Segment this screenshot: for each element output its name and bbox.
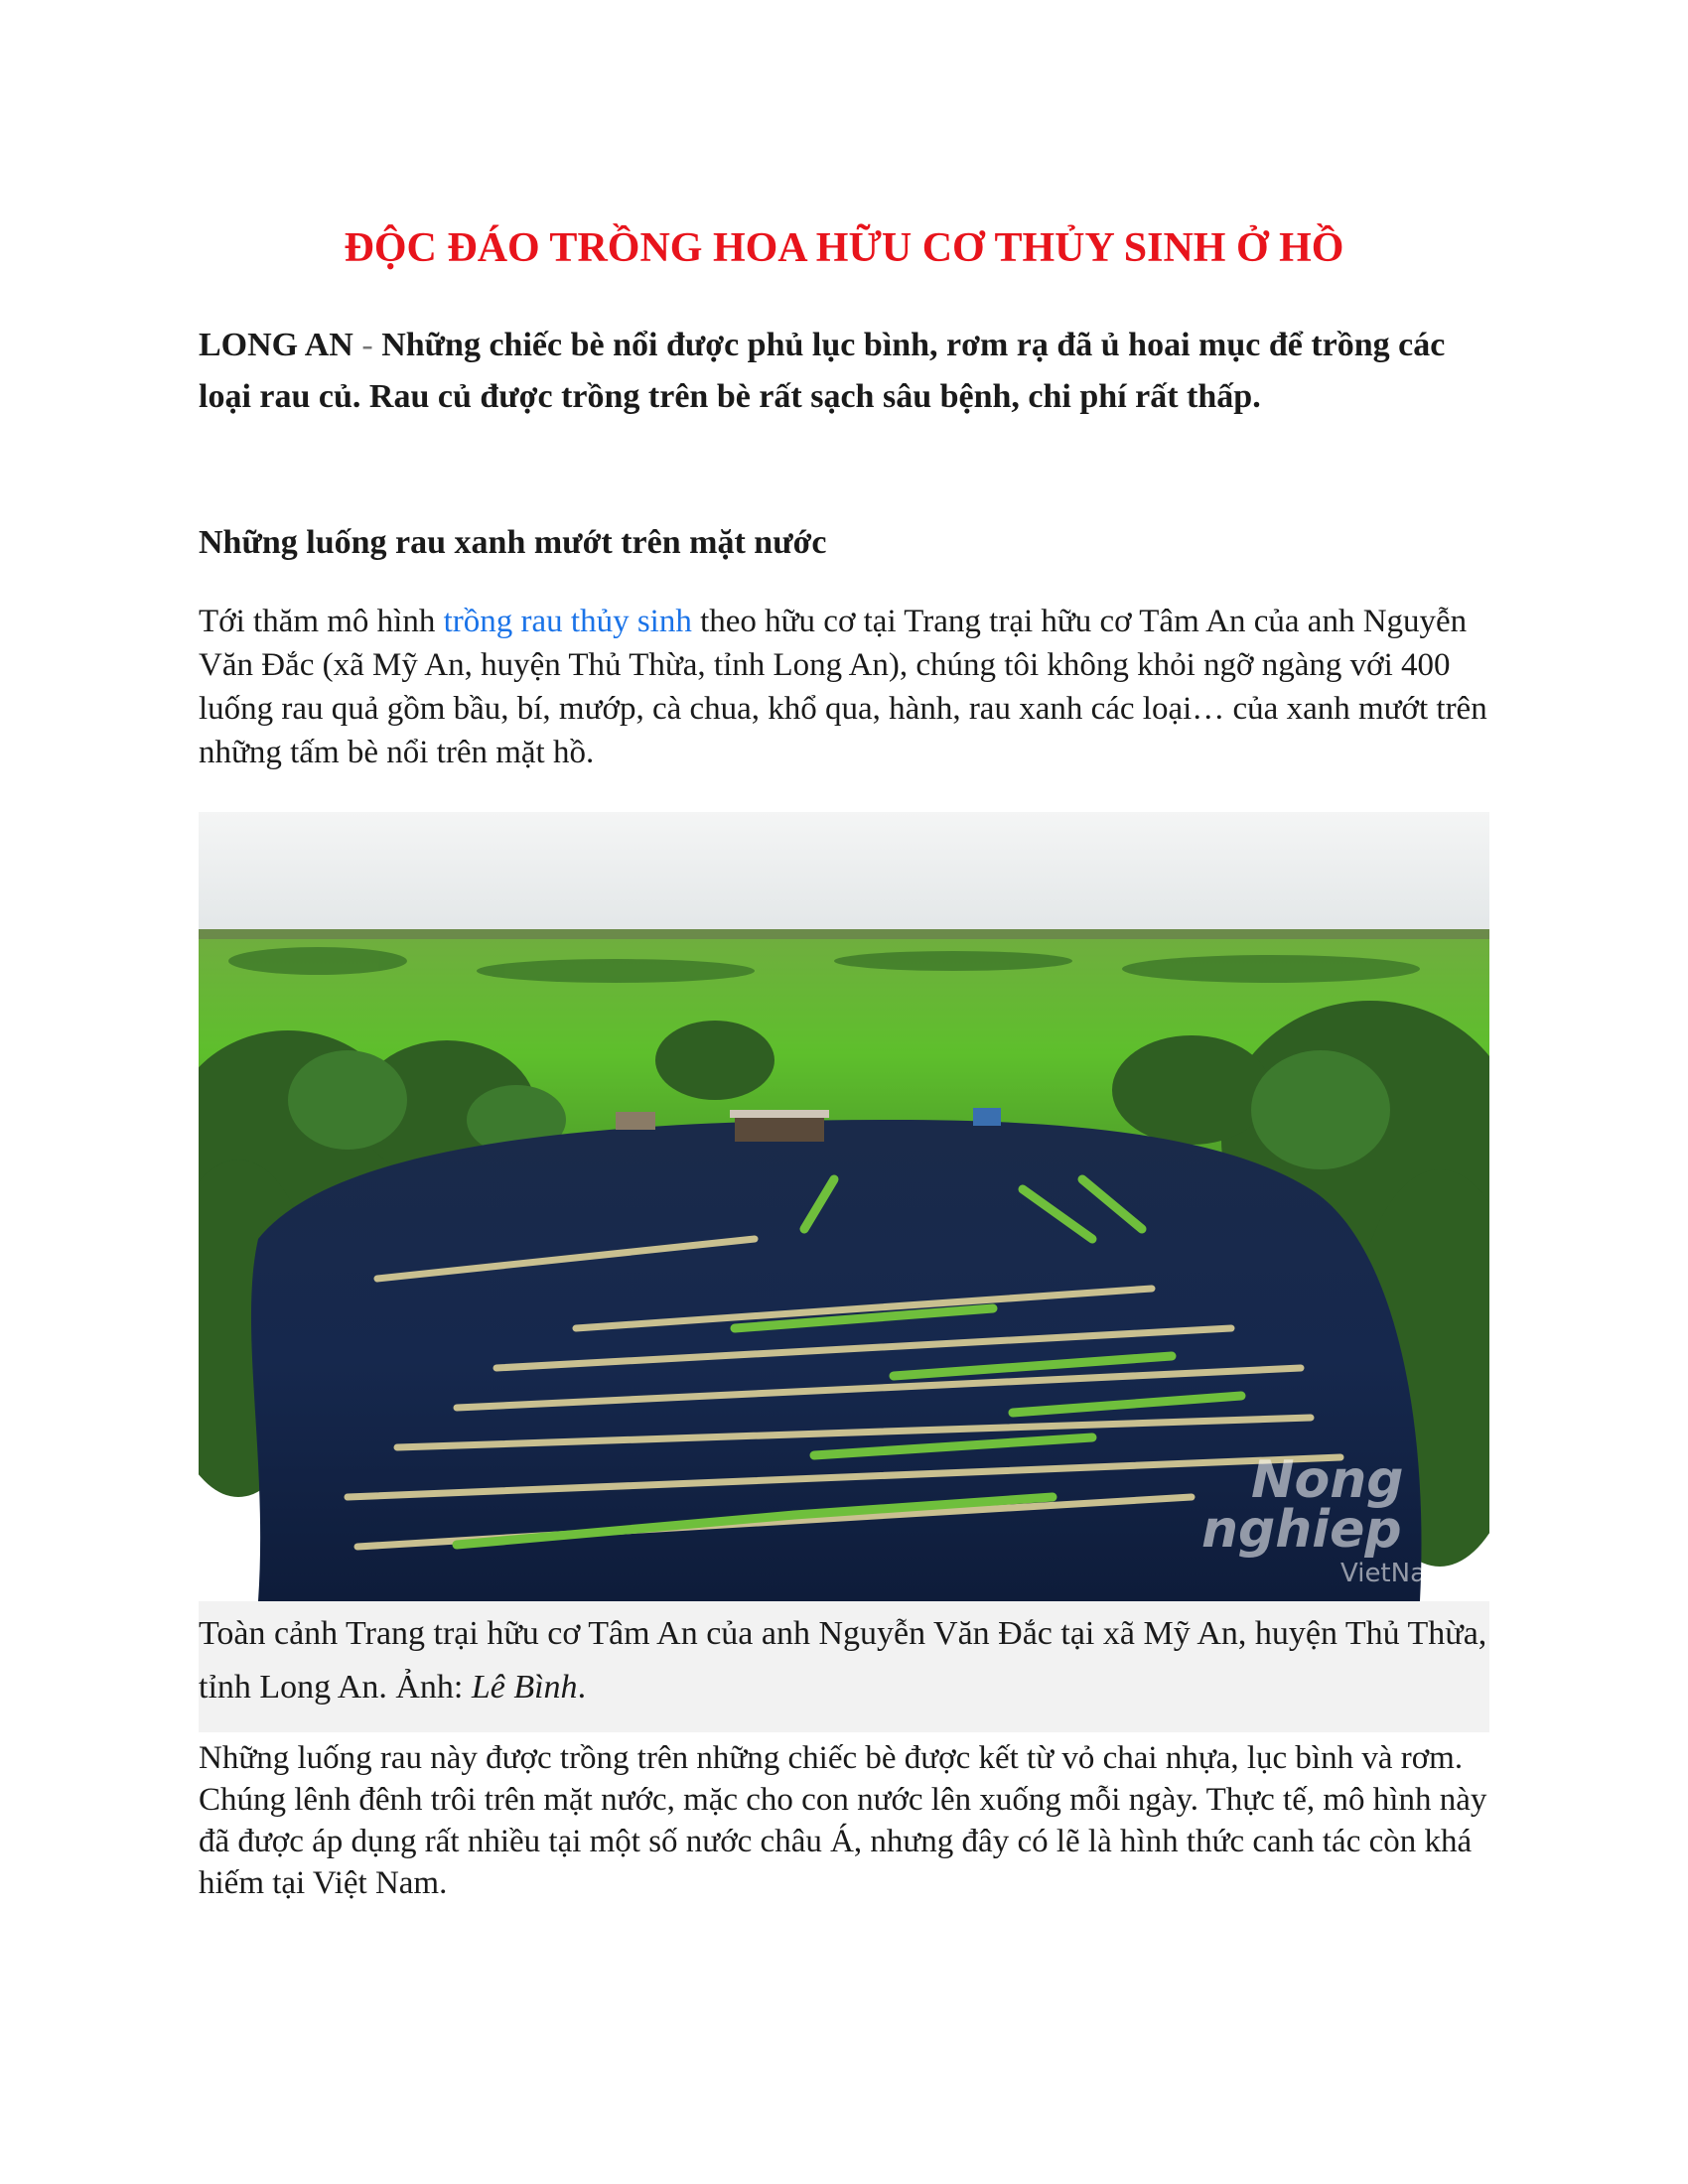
article-title: ĐỘC ĐÁO TRỒNG HOA HỮU CƠ THỦY SINH Ở HỒ	[344, 225, 1344, 271]
watermark-line-2: nghiep	[1201, 1500, 1402, 1560]
watermark-line-1: Nong	[1251, 1450, 1404, 1510]
watermark-line-3: VietNam	[1340, 1559, 1452, 1588]
photo-caption	[199, 1601, 1489, 1732]
paragraph-intro-rest: theo hữu cơ tại Trang trại hữu cơ Tâm An của anh Nguyễn Văn Đắc (xã Mỹ An, huyện Thủ Thừa, tỉnh Long An), chúng tôi không khỏi ngỡ ngàng với 400 luống rau quả gồm bầu, bí, mướp, cà chua, khổ qua, hành, rau xanh các loại… của xanh mướt trên những tấm bè nổi trên mặt hồ.	[199, 604, 1487, 770]
lead-text: Những chiếc bè nổi được phủ lục bình, rơm rạ đã ủ hoai mục để trồng các loại rau củ. Rau củ được trồng trên bè rất sạch sâu bệnh, chi phí rất thấp.	[199, 327, 1446, 415]
aquatic-vegetable-link[interactable]: trồng rau thủy sinh	[443, 604, 692, 639]
caption-author: Lê Bình	[471, 1669, 578, 1706]
lead-location: LONG AN	[199, 327, 353, 363]
farm-aerial-illustration	[199, 812, 1489, 1601]
caption-text: Toàn cảnh Trang trại hữu cơ Tâm An của anh Nguyễn Văn Đắc tại xã Mỹ An, huyện Thủ Thừa, tỉnh Long An. Ảnh:	[199, 1615, 1487, 1706]
section-heading: Những luống rau xanh mướt trên mặt nước	[199, 524, 827, 561]
sky	[199, 812, 1489, 931]
paragraph-intro-start: Tới thăm mô hình	[199, 604, 444, 639]
paragraph-intro	[199, 600, 1489, 774]
article-lead	[199, 320, 1489, 423]
lead-dash: -	[352, 327, 382, 363]
paragraph-body: Những luống rau này được trồng trên những chiếc bè được kết từ vỏ chai nhựa, lục bình và rơm. Chúng lênh đênh trôi trên mặt nước, mặc cho con nước lên xuống mỗi ngày. Thực tế, mô hình này đã được áp dụng rất nhiều tại một số nước châu Á, nhưng đây có lẽ là hình thức canh tác còn khá hiếm tại Việt Nam.	[199, 1740, 1487, 1901]
farm-aerial-photo	[199, 812, 1489, 1601]
caption-end: .	[577, 1669, 587, 1706]
